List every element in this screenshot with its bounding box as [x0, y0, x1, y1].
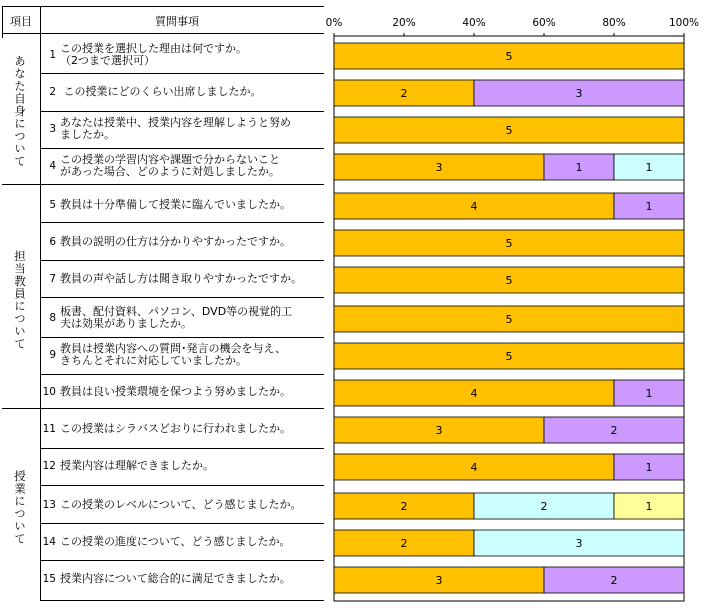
x-tick-label: 40% [462, 17, 486, 29]
category-label-class: 授業について [13, 470, 27, 545]
data-label: 5 [505, 350, 513, 363]
x-tick-label: 80% [602, 17, 626, 29]
question-number: 6 [49, 236, 56, 248]
header-category: 項目 [10, 15, 32, 28]
question-number: 11 [42, 423, 56, 435]
data-label: 1 [645, 387, 653, 400]
question-text: 授業内容は理解できましたか。 [60, 458, 214, 472]
question-text: この授業の進度について、どう感じましたか。 [60, 534, 291, 548]
data-label: 1 [645, 161, 653, 174]
question-number: 7 [49, 273, 56, 285]
question-number: 5 [49, 199, 56, 211]
data-label: 5 [505, 124, 513, 137]
data-label: 2 [400, 537, 408, 550]
question-text: この授業のレベルについて、どう感じましたか。 [60, 497, 302, 511]
question-number: 12 [42, 460, 56, 472]
question-number: 8 [49, 312, 56, 324]
question-number: 3 [49, 123, 56, 135]
category-label-self: あなた自身について [13, 55, 27, 168]
data-label: 2 [610, 424, 618, 437]
data-label: 1 [645, 500, 653, 513]
x-tick-label: 60% [532, 17, 556, 29]
data-label: 3 [435, 424, 443, 437]
question-text: 板書、配付資料、パソコン、DVD等の視覚的工 夫は効果がありましたか。 [60, 304, 293, 330]
question-number: 4 [49, 160, 56, 172]
x-tick-label: 100% [668, 17, 700, 29]
question-number: 10 [42, 386, 56, 398]
question-number: 13 [42, 499, 56, 511]
data-label: 5 [505, 237, 513, 250]
data-label: 5 [505, 50, 513, 63]
data-label: 1 [645, 200, 653, 213]
question-text: 教員の説明の仕方は分かりやすかったですか。 [60, 234, 291, 248]
data-label: 4 [470, 461, 478, 474]
data-label: 4 [470, 387, 478, 400]
data-label: 5 [505, 313, 513, 326]
data-label: 2 [400, 87, 408, 100]
category-label-teacher: 担当教員について [13, 250, 27, 350]
x-tick-label: 0% [325, 17, 343, 29]
question-number: 2 [49, 86, 56, 98]
question-number: 9 [49, 349, 56, 361]
question-text: この授業はシラバスどおりに行われましたか。 [60, 421, 291, 435]
question-text: 教員の声や話し方は聞き取りやすかったですか。 [60, 271, 302, 285]
question-text: あなたは授業中、授業内容を理解しようと努め ましたか。 [60, 115, 291, 141]
question-number: 1 [49, 49, 56, 61]
data-label: 1 [575, 161, 583, 174]
data-label: 2 [400, 500, 408, 513]
data-label: 2 [540, 500, 548, 513]
question-text: 授業内容について総合的に満足できましたか。 [60, 571, 291, 585]
data-label: 4 [470, 200, 478, 213]
data-label: 2 [610, 574, 618, 587]
question-number: 14 [42, 536, 56, 548]
question-text: この授業を選択した理由は何ですか。 （2つまで選択可） [60, 41, 247, 67]
question-text: この授業の学習内容や課題で分からないこと があった場合、どのように対処しましたか。 [60, 152, 280, 178]
data-label: 3 [575, 537, 583, 550]
question-number: 15 [42, 573, 56, 585]
header-question: 質問事項 [155, 15, 199, 28]
question-text: 教員は授業内容への質問･発言の機会を与え、 きちんとそれに対応していましたか。 [60, 341, 287, 367]
x-tick-label: 20% [392, 17, 416, 29]
data-label: 3 [435, 574, 443, 587]
data-label: 3 [435, 161, 443, 174]
question-text: 教員は良い授業環境を保つよう努めましたか。 [60, 384, 291, 398]
data-label: 3 [575, 87, 583, 100]
question-text: 教員は十分準備して授業に臨んでいましたか。 [60, 197, 291, 211]
data-label: 1 [645, 461, 653, 474]
question-text: この授業にどのくらい出席しましたか。 [60, 84, 262, 98]
data-label: 5 [505, 274, 513, 287]
